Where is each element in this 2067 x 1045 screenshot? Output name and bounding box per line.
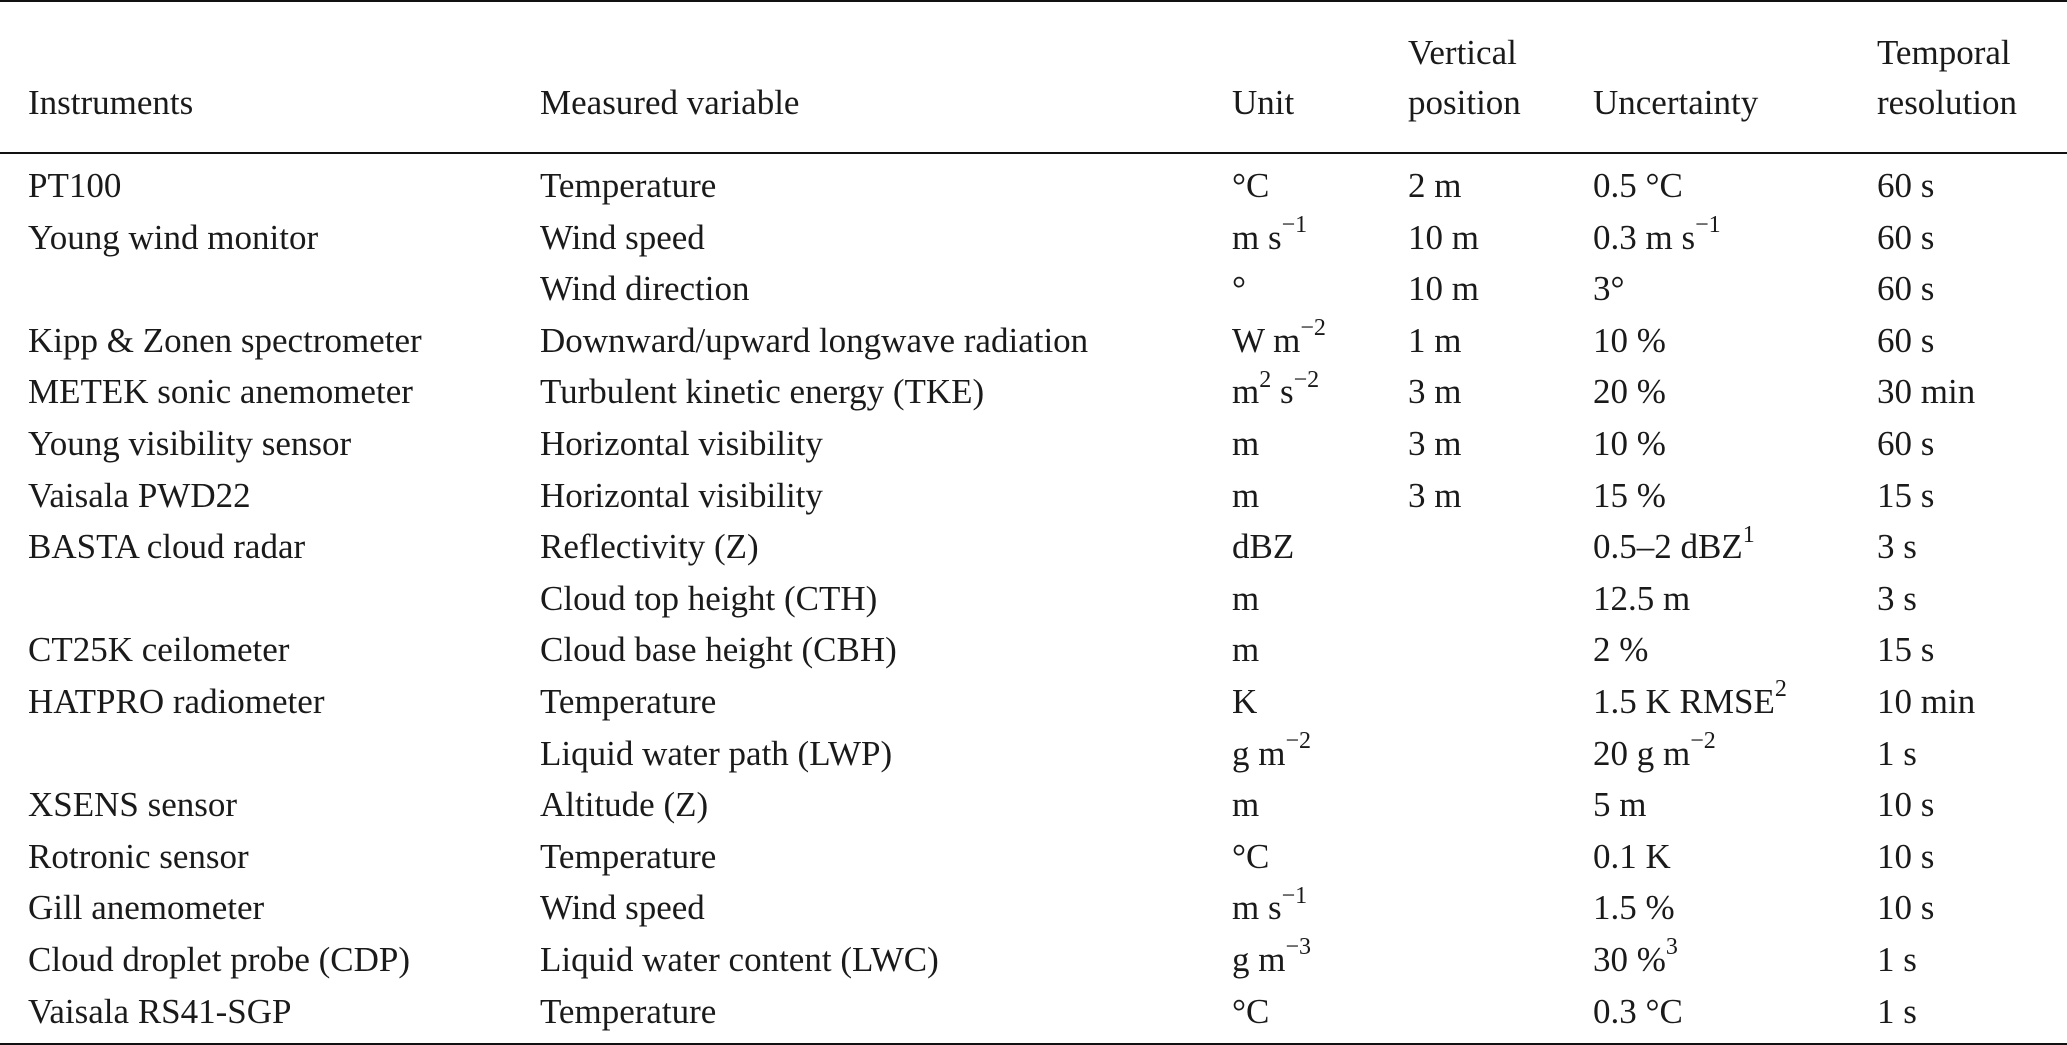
cell-uncertainty [1593,882,1877,934]
cell-temporal-resolution-text: 3 s [1877,527,1917,567]
cell-vertical-position [1408,315,1593,367]
cell-measured-variable [540,831,1232,883]
cell-temporal-resolution [1877,263,2067,315]
cell-measured-variable-text: Cloud top height (CTH) [540,578,878,618]
cell-temporal-resolution [1877,624,2067,676]
cell-measured-variable [540,418,1232,470]
cell-temporal-resolution [1877,418,2067,470]
cell-unit-text: m [1232,423,1260,463]
cell-measured-variable-text: Horizontal visibility [540,423,823,463]
cell-unit-text: g m [1232,733,1286,773]
cell-uncertainty-text: 12.5 m [1593,578,1691,618]
cell-measured-variable [540,624,1232,676]
cell-temporal-resolution-text: 60 s [1877,166,1935,205]
cell-vertical-position [1408,882,1593,934]
cell-temporal-resolution-text: 60 s [1877,269,1935,309]
cell-measured-variable [540,882,1232,934]
table-row [0,470,2067,522]
cell-unit [1232,153,1408,212]
cell-temporal-resolution-text: 15 s [1877,475,1935,515]
cell-temporal-resolution-text: 30 min [1877,372,1976,412]
cell-instrument-text: CT25K ceilometer [28,630,290,670]
cell-uncertainty-superscript: −2 [1690,727,1716,754]
cell-measured-variable-text: Reflectivity (Z) [540,527,759,567]
cell-measured-variable-text: Downward/upward longwave radiation [540,320,1089,360]
cell-unit [1232,676,1408,728]
cell-unit-text: m [1232,578,1260,618]
cell-unit-text: m [1232,785,1260,825]
cell-uncertainty-superscript: 3 [1665,934,1678,961]
cell-temporal-resolution-text: 1 s [1877,733,1917,773]
cell-uncertainty [1593,315,1877,367]
table-row [0,418,2067,470]
cell-vertical-position [1408,779,1593,831]
cell-unit-superscript: −1 [1281,211,1308,238]
header-unit: Unit [1232,83,1295,122]
cell-temporal-resolution-text: 10 s [1877,785,1935,825]
cell-uncertainty [1593,934,1877,986]
cell-vertical-position [1408,573,1593,625]
header-temporal-resolution [1877,1,2067,153]
cell-unit [1232,418,1408,470]
cell-uncertainty-text: 15 % [1593,475,1666,515]
cell-unit [1232,882,1408,934]
cell-uncertainty-text: 0.5 °C [1593,166,1683,205]
cell-vertical-position-text: 3 m [1408,475,1462,515]
cell-uncertainty [1593,153,1877,212]
cell-uncertainty [1593,986,1877,1045]
cell-measured-variable-text: Temperature [540,836,717,876]
cell-temporal-resolution-text: 60 s [1877,320,1935,360]
cell-uncertainty-text: 0.5–2 dBZ [1593,527,1743,567]
cell-measured-variable-text: Wind speed [540,888,705,928]
cell-vertical-position [1408,418,1593,470]
cell-unit-text: °C [1232,991,1270,1031]
cell-temporal-resolution [1877,934,2067,986]
table-row [0,624,2067,676]
cell-uncertainty-text: 10 % [1593,423,1666,463]
cell-unit-text: m [1232,475,1260,515]
cell-vertical-position-text: 3 m [1408,423,1462,463]
cell-uncertainty-text: 30 % [1593,939,1666,979]
cell-unit-text: W m [1232,320,1301,360]
cell-measured-variable-text: Wind direction [540,269,750,309]
cell-instrument-text: Young wind monitor [28,217,319,257]
cell-measured-variable-text: Altitude (Z) [540,785,709,825]
cell-uncertainty-text: 0.3 °C [1593,991,1683,1031]
cell-uncertainty-superscript: 1 [1742,521,1755,548]
header-instruments: Instruments [28,83,194,122]
cell-instrument-text: Kipp & Zonen spectrometer [28,320,422,360]
cell-measured-variable [540,212,1232,264]
cell-instrument-text: HATPRO radiometer [28,681,325,721]
table-header [0,1,2067,153]
cell-instrument [0,624,540,676]
header-vertical-position [1408,1,1593,153]
cell-unit-superscript: −3 [1285,934,1312,961]
cell-uncertainty [1593,212,1877,264]
cell-measured-variable-text: Wind speed [540,217,705,257]
cell-unit-text: g m [1232,939,1286,979]
cell-unit [1232,624,1408,676]
cell-measured-variable-text: Cloud base height (CBH) [540,630,897,670]
cell-unit-text: K [1232,681,1258,721]
cell-vertical-position [1408,153,1593,212]
cell-instrument [0,831,540,883]
cell-measured-variable [540,986,1232,1045]
cell-uncertainty [1593,676,1877,728]
cell-unit [1232,263,1408,315]
cell-temporal-resolution [1877,315,2067,367]
cell-temporal-resolution-text: 1 s [1877,991,1917,1031]
cell-instrument [0,153,540,212]
header-row [0,1,2067,153]
cell-vertical-position [1408,986,1593,1045]
cell-instrument [0,212,540,264]
table-row [0,882,2067,934]
cell-temporal-resolution [1877,521,2067,573]
cell-temporal-resolution-text: 10 s [1877,836,1935,876]
cell-measured-variable [540,934,1232,986]
cell-measured-variable-text: Temperature [540,166,717,205]
cell-measured-variable-text: Liquid water content (LWC) [540,939,939,979]
cell-uncertainty [1593,263,1877,315]
cell-unit [1232,366,1408,418]
table-row [0,676,2067,728]
header-temporal-line1: Temporal [1877,33,2011,72]
cell-vertical-position [1408,624,1593,676]
cell-uncertainty [1593,573,1877,625]
cell-measured-variable [540,573,1232,625]
cell-temporal-resolution-text: 60 s [1877,423,1935,463]
cell-uncertainty [1593,418,1877,470]
cell-unit-superscript: −1 [1281,882,1308,909]
cell-instrument [0,779,540,831]
cell-unit-text: dBZ [1232,527,1295,567]
cell-measured-variable-text: Liquid water path (LWP) [540,733,893,773]
cell-uncertainty [1593,624,1877,676]
cell-uncertainty-text: 20 g m [1593,733,1691,773]
cell-instrument [0,882,540,934]
cell-vertical-position-text: 10 m [1408,217,1479,257]
cell-uncertainty [1593,779,1877,831]
cell-unit-superscript: 2 [1259,366,1272,393]
cell-instrument [0,470,540,522]
cell-instrument [0,986,540,1045]
header-uncertainty: Uncertainty [1593,83,1759,122]
cell-vertical-position-text: 1 m [1408,320,1462,360]
cell-vertical-position [1408,366,1593,418]
cell-temporal-resolution [1877,153,2067,212]
cell-unit-text: s [1271,372,1294,412]
table-row [0,263,2067,315]
cell-uncertainty-text: 1.5 K RMSE [1593,681,1775,721]
table-row [0,934,2067,986]
cell-uncertainty [1593,521,1877,573]
cell-instrument [0,521,540,573]
cell-temporal-resolution [1877,986,2067,1045]
cell-unit-text: m s [1232,217,1282,257]
table-row [0,153,2067,212]
cell-vertical-position-text: 3 m [1408,372,1462,412]
cell-uncertainty [1593,470,1877,522]
cell-measured-variable [540,153,1232,212]
cell-uncertainty-text: 20 % [1593,372,1666,412]
table-row [0,212,2067,264]
cell-uncertainty-text: 0.3 m s [1593,217,1696,257]
cell-temporal-resolution-text: 3 s [1877,578,1917,618]
cell-measured-variable [540,728,1232,780]
table-row [0,986,2067,1045]
cell-unit-text: °C [1232,166,1270,205]
cell-measured-variable-text: Temperature [540,681,717,721]
cell-instrument [0,263,540,315]
cell-instrument-text: XSENS sensor [28,785,238,825]
table-row [0,366,2067,418]
cell-uncertainty-superscript: −1 [1695,211,1721,238]
cell-measured-variable [540,779,1232,831]
cell-uncertainty-text: 1.5 % [1593,888,1675,928]
table-row [0,573,2067,625]
table-row [0,521,2067,573]
header-vertical-line1: Vertical [1408,33,1517,72]
cell-unit-text: ° [1232,269,1246,309]
cell-measured-variable-text: Horizontal visibility [540,475,823,515]
cell-vertical-position-text: 2 m [1408,166,1462,205]
cell-temporal-resolution-text: 60 s [1877,217,1935,257]
cell-unit [1232,212,1408,264]
cell-unit-text: °C [1232,836,1270,876]
cell-uncertainty [1593,366,1877,418]
cell-unit [1232,831,1408,883]
cell-instrument-text: Vaisala PWD22 [28,475,251,515]
cell-vertical-position [1408,212,1593,264]
cell-instrument [0,934,540,986]
cell-temporal-resolution-text: 15 s [1877,630,1935,670]
cell-unit-superscript: −2 [1293,366,1320,393]
cell-vertical-position [1408,831,1593,883]
cell-instrument [0,366,540,418]
header-measured-variable: Measured variable [540,83,800,122]
cell-vertical-position [1408,263,1593,315]
cell-instrument-text: BASTA cloud radar [28,527,306,567]
cell-uncertainty [1593,728,1877,780]
cell-uncertainty-text: 10 % [1593,320,1666,360]
cell-unit [1232,779,1408,831]
cell-instrument [0,676,540,728]
header-temporal-line2: resolution [1877,83,2017,122]
header-vertical-line2: position [1408,83,1521,122]
cell-vertical-position [1408,521,1593,573]
cell-vertical-position [1408,676,1593,728]
cell-vertical-position [1408,934,1593,986]
cell-instrument-text: PT100 [28,166,122,205]
cell-instrument [0,728,540,780]
cell-instrument [0,418,540,470]
cell-measured-variable-text: Temperature [540,991,717,1031]
cell-unit [1232,986,1408,1045]
cell-uncertainty-text: 3° [1593,269,1625,309]
cell-unit-superscript: −2 [1285,727,1312,754]
cell-uncertainty-text: 5 m [1593,785,1647,825]
cell-instrument-text: Young visibility sensor [28,423,352,463]
cell-uncertainty-text: 0.1 K [1593,836,1671,876]
table-row [0,779,2067,831]
cell-temporal-resolution [1877,779,2067,831]
cell-unit [1232,315,1408,367]
cell-measured-variable [540,263,1232,315]
cell-measured-variable [540,315,1232,367]
table-row [0,728,2067,780]
cell-instrument-text: Cloud droplet probe (CDP) [28,939,411,979]
cell-unit [1232,521,1408,573]
cell-uncertainty [1593,831,1877,883]
cell-temporal-resolution [1877,470,2067,522]
cell-temporal-resolution [1877,573,2067,625]
cell-temporal-resolution [1877,728,2067,780]
cell-instrument-text: Vaisala RS41-SGP [28,991,292,1031]
cell-uncertainty-superscript: 2 [1774,676,1787,703]
cell-instrument-text: Gill anemometer [28,888,265,928]
cell-temporal-resolution-text: 1 s [1877,939,1917,979]
cell-temporal-resolution-text: 10 min [1877,681,1976,721]
cell-temporal-resolution [1877,212,2067,264]
table-row [0,315,2067,367]
cell-unit [1232,934,1408,986]
cell-instrument-text: Rotronic sensor [28,836,249,876]
cell-instrument [0,573,540,625]
cell-uncertainty-text: 2 % [1593,630,1649,670]
cell-vertical-position-text: 10 m [1408,269,1479,309]
cell-temporal-resolution [1877,366,2067,418]
cell-unit-text: m [1232,630,1260,670]
cell-unit [1232,470,1408,522]
cell-unit [1232,573,1408,625]
cell-unit [1232,728,1408,780]
table-row [0,831,2067,883]
cell-instrument [0,315,540,367]
cell-vertical-position [1408,728,1593,780]
cell-temporal-resolution-text: 10 s [1877,888,1935,928]
cell-temporal-resolution [1877,882,2067,934]
cell-unit-text: m s [1232,888,1282,928]
cell-unit-superscript: −2 [1300,315,1326,342]
table-body [0,153,2067,1044]
cell-vertical-position [1408,470,1593,522]
cell-measured-variable [540,676,1232,728]
cell-temporal-resolution [1877,831,2067,883]
cell-measured-variable [540,470,1232,522]
cell-temporal-resolution [1877,676,2067,728]
cell-measured-variable [540,521,1232,573]
cell-measured-variable-text: Turbulent kinetic energy (TKE) [540,372,985,412]
cell-measured-variable [540,366,1232,418]
cell-instrument-text: METEK sonic anemometer [28,372,413,412]
cell-unit-text: m [1232,372,1260,412]
